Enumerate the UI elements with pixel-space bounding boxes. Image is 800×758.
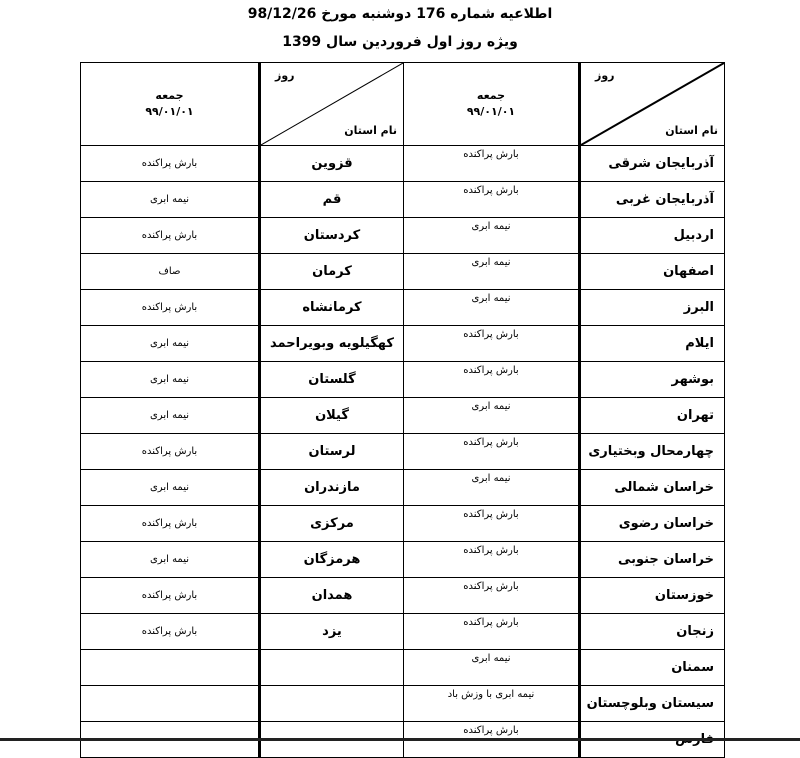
province-forecast: بارش پراکنده — [404, 578, 580, 614]
province-name: گیلان — [260, 398, 404, 434]
province-name: سمنان — [580, 650, 725, 686]
province-name: کهگیلویه وبویراحمد — [260, 326, 404, 362]
corner-header-right — [580, 63, 725, 146]
empty-cell — [260, 686, 404, 722]
province-name: هرمزگان — [260, 542, 404, 578]
province-name: سیستان وبلوچستان — [580, 686, 725, 722]
province-forecast: بارش پراکنده — [404, 722, 580, 758]
province-name: همدان — [260, 578, 404, 614]
table-row — [81, 326, 725, 362]
table-row — [81, 362, 725, 398]
province-name: خراسان جنوبی — [580, 542, 725, 578]
table-header-row — [81, 63, 725, 146]
province-forecast: بارش پراکنده — [404, 146, 580, 182]
province-name: گلستان — [260, 362, 404, 398]
day-name: جمعه — [155, 89, 184, 102]
province-forecast: نیمه ابری — [81, 182, 260, 218]
province-name: آذربایجان غربی — [580, 182, 725, 218]
province-forecast: بارش پراکنده — [404, 434, 580, 470]
forecast-date: ۹۹/۰۱/۰۱ — [466, 105, 516, 118]
province-name: کردستان — [260, 218, 404, 254]
day-name: جمعه — [476, 89, 506, 102]
corner-header-left — [260, 63, 404, 146]
table-row — [81, 650, 725, 686]
province-name: اردبیل — [580, 218, 725, 254]
table-row — [81, 182, 725, 218]
table-row — [81, 686, 725, 722]
empty-cell — [260, 650, 404, 686]
table-row — [81, 470, 725, 506]
province-name: البرز — [580, 290, 725, 326]
province-name: ایلام — [580, 326, 725, 362]
corner-day-label: روز — [595, 69, 615, 82]
province-forecast: نیمه ابری — [81, 362, 260, 398]
announcement-subtitle: ویژه روز اول فروردین سال 1399 — [282, 34, 518, 50]
announcement-title: اطلاعیه شماره 176 دوشنبه مورخ 98/12/26 — [247, 6, 553, 22]
province-name: خراسان رضوی — [580, 506, 725, 542]
province-name: قم — [260, 182, 404, 218]
table-row — [81, 290, 725, 326]
province-forecast: بارش پراکنده — [404, 362, 580, 398]
province-name: قزوین — [260, 146, 404, 182]
table-row — [81, 146, 725, 182]
table-row — [81, 218, 725, 254]
province-name: کرمانشاه — [260, 290, 404, 326]
date-header-left — [81, 63, 260, 146]
corner-day-label: روز — [275, 69, 295, 82]
province-name: آذربایجان شرقی — [580, 146, 725, 182]
province-forecast: بارش پراکنده — [404, 506, 580, 542]
forecast-date: ۹۹/۰۱/۰۱ — [145, 105, 194, 118]
province-forecast: بارش پراکنده — [81, 434, 260, 470]
corner-province-label: نام استان — [344, 124, 397, 137]
province-name: تهران — [580, 398, 725, 434]
province-forecast: نیمه ابری — [81, 470, 260, 506]
province-name: خراسان شمالی — [580, 470, 725, 506]
province-name: لرستان — [260, 434, 404, 470]
table-row — [81, 506, 725, 542]
corner-province-label: نام استان — [665, 124, 718, 137]
province-forecast: نیمه ابری — [404, 650, 580, 686]
province-name: بوشهر — [580, 362, 725, 398]
province-forecast: نیمه ابری — [81, 326, 260, 362]
province-forecast: بارش پراکنده — [81, 578, 260, 614]
table-row — [81, 578, 725, 614]
province-name: یزد — [260, 614, 404, 650]
table-row — [81, 614, 725, 650]
province-forecast: نیمه ابری — [404, 290, 580, 326]
province-name: کرمان — [260, 254, 404, 290]
date-header-right — [404, 63, 580, 146]
province-forecast: صاف — [81, 254, 260, 290]
province-forecast: نیمه ابری — [81, 398, 260, 434]
province-forecast: بارش پراکنده — [81, 506, 260, 542]
province-forecast: نیمه ابری با وزش باد — [404, 686, 580, 722]
table-row — [81, 398, 725, 434]
province-forecast: بارش پراکنده — [81, 290, 260, 326]
province-forecast: بارش پراکنده — [81, 218, 260, 254]
province-forecast: نیمه ابری — [81, 542, 260, 578]
province-name: خوزستان — [580, 578, 725, 614]
province-name: زنجان — [580, 614, 725, 650]
province-forecast: بارش پراکنده — [404, 326, 580, 362]
province-name: اصفهان — [580, 254, 725, 290]
table-row — [81, 434, 725, 470]
province-name: مازندران — [260, 470, 404, 506]
province-forecast: نیمه ابری — [404, 398, 580, 434]
province-name: مرکزی — [260, 506, 404, 542]
province-name: چهارمحال وبختیاری — [580, 434, 725, 470]
province-forecast: بارش پراکنده — [404, 542, 580, 578]
forecast-table — [80, 62, 725, 758]
empty-cell — [81, 650, 260, 686]
province-forecast: بارش پراکنده — [81, 146, 260, 182]
table-row — [81, 254, 725, 290]
empty-cell — [81, 686, 260, 722]
province-forecast: نیمه ابری — [404, 218, 580, 254]
province-forecast: بارش پراکنده — [81, 614, 260, 650]
province-forecast: نیمه ابری — [404, 254, 580, 290]
province-forecast: بارش پراکنده — [404, 614, 580, 650]
province-forecast: بارش پراکنده — [404, 182, 580, 218]
table-row — [81, 542, 725, 578]
province-forecast: نیمه ابری — [404, 470, 580, 506]
